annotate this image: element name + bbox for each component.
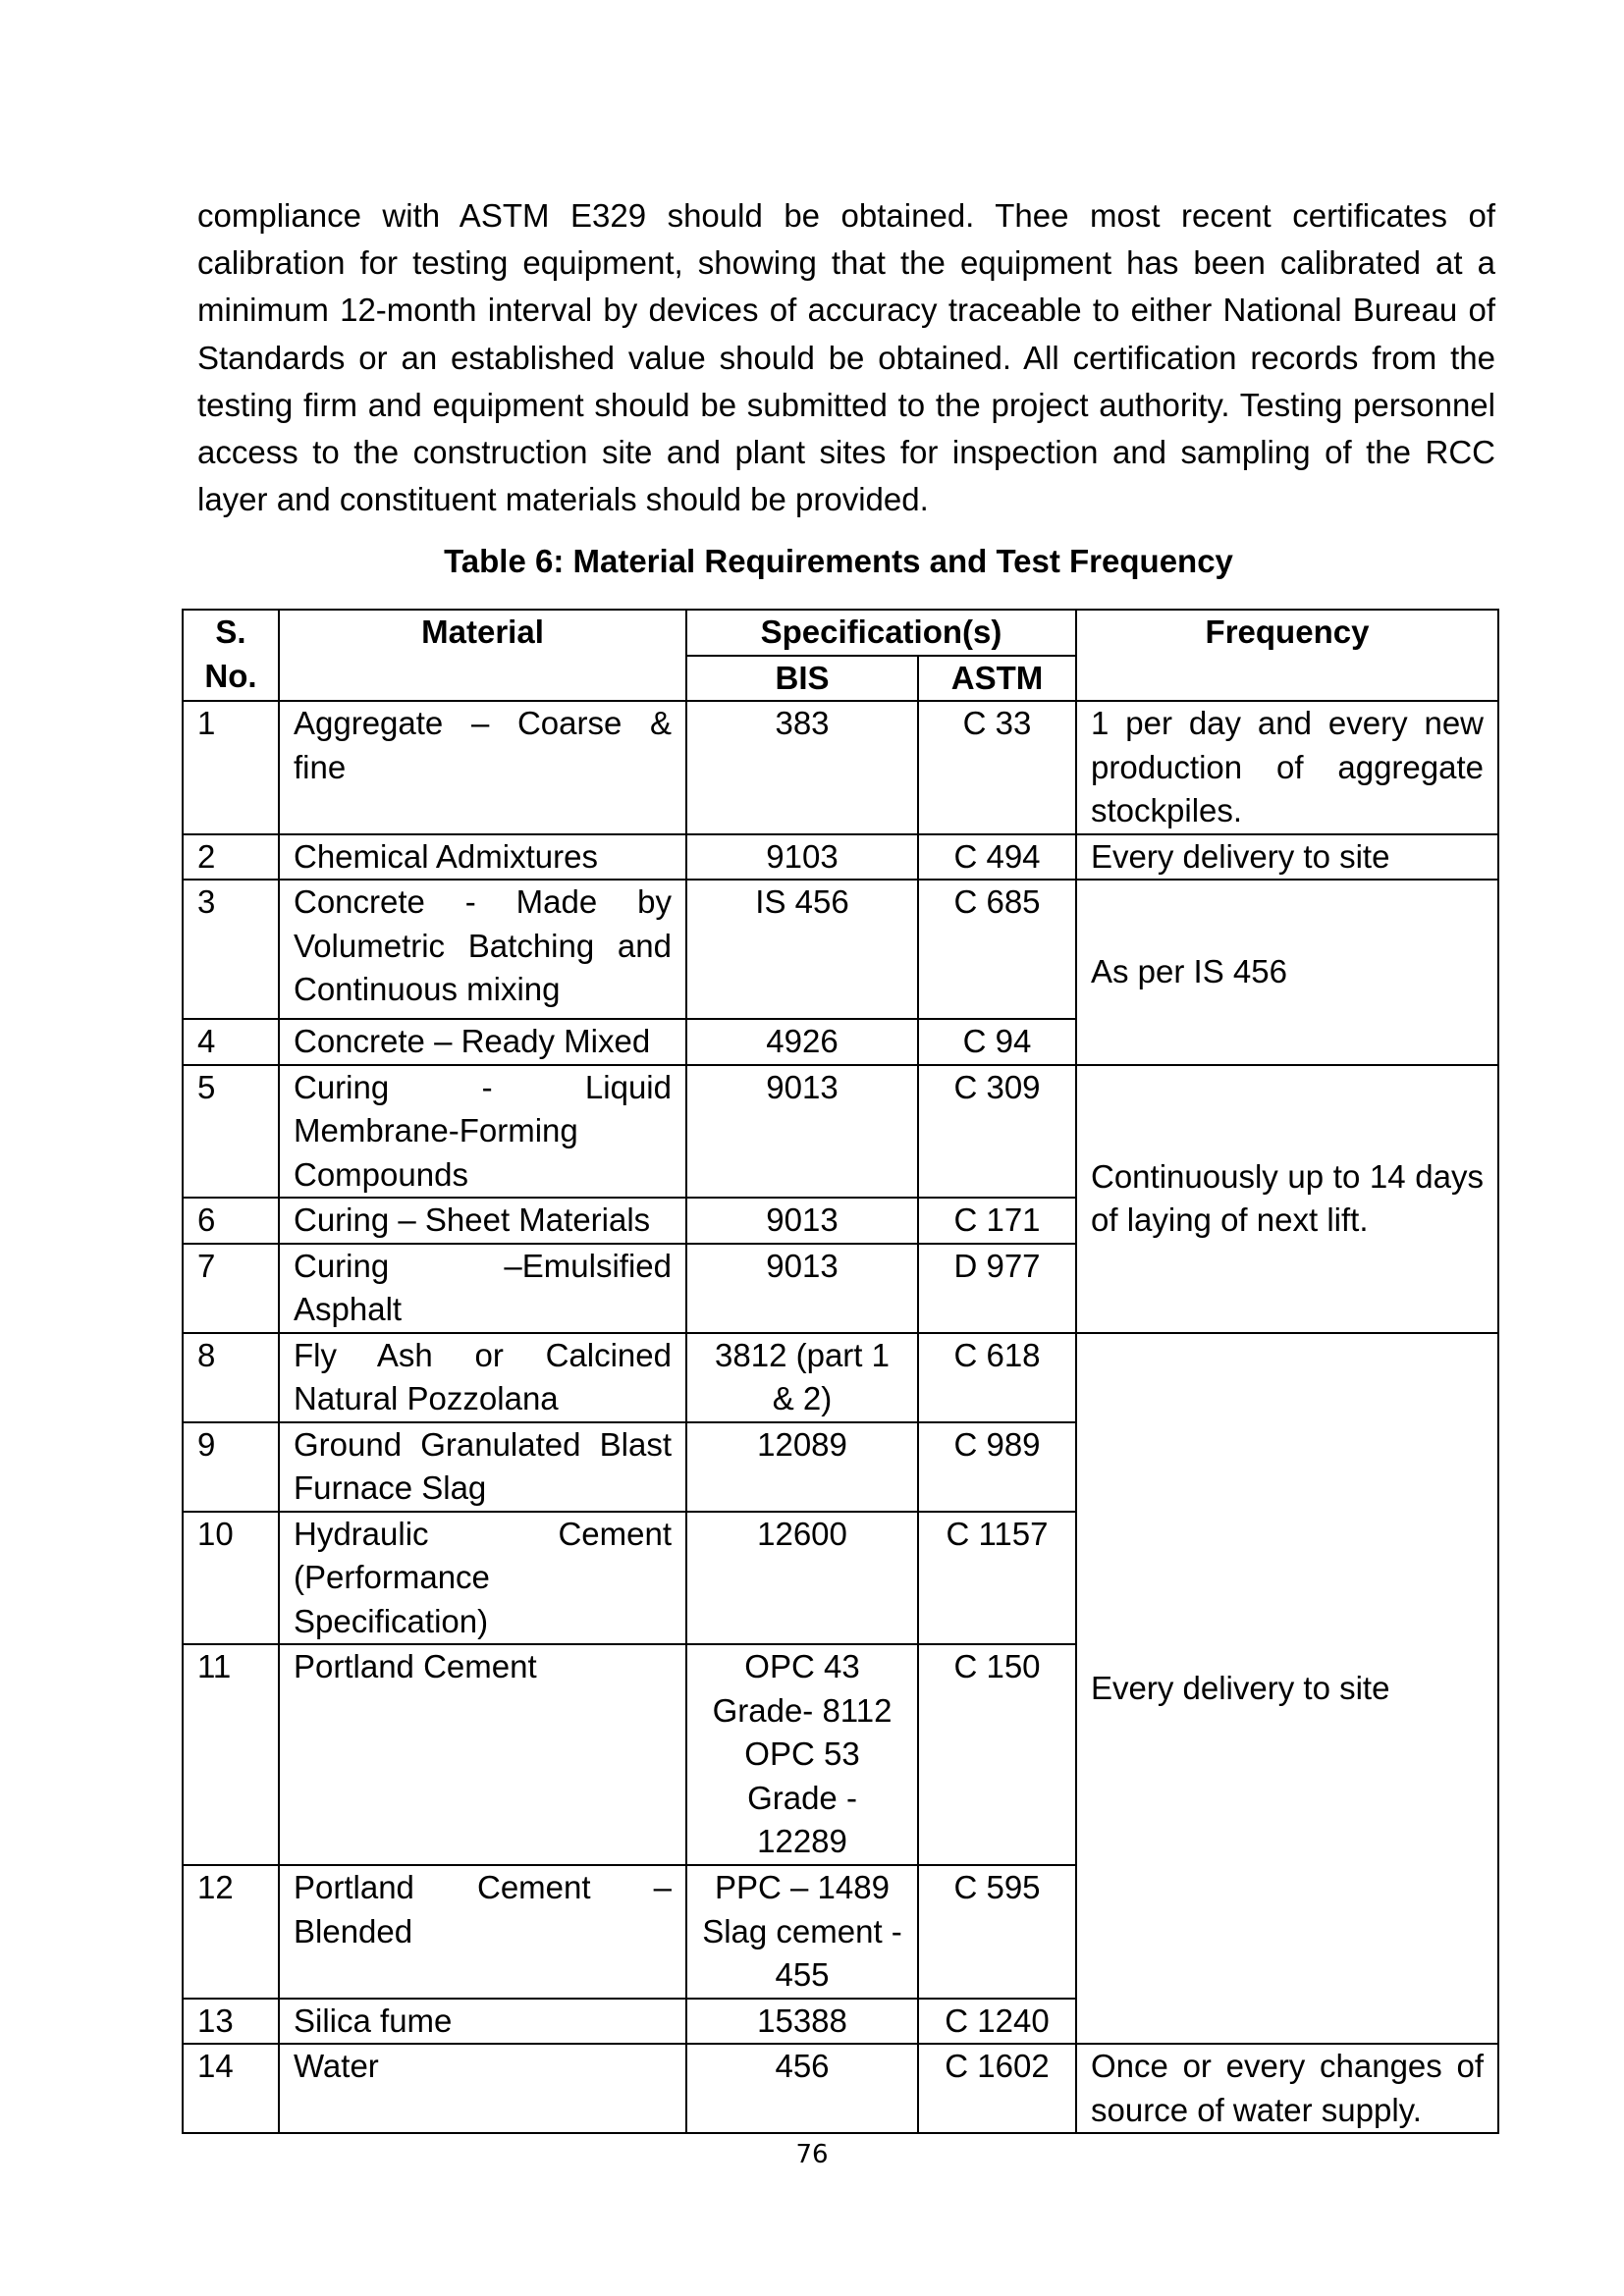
cell-frequency-merged: Continuously up to 14 days of laying of next lift.: [1076, 1065, 1498, 1333]
cell-frequency: Once or every changes of source of water supply.: [1076, 2044, 1498, 2133]
cell-bis: 383: [686, 701, 918, 834]
cell-sno: 14: [183, 2044, 279, 2133]
cell-astm: C 494: [918, 834, 1076, 881]
cell-material: Portland Cement – Blended: [279, 1865, 686, 1999]
cell-sno: 11: [183, 1644, 279, 1865]
cell-bis: 12089: [686, 1422, 918, 1512]
cell-sno: 2: [183, 834, 279, 881]
cell-astm: C 1157: [918, 1512, 1076, 1645]
header-specifications: Specification(s): [686, 610, 1076, 656]
cell-material: Curing - Liquid Membrane-Forming Compounds: [279, 1065, 686, 1199]
cell-material: Chemical Admixtures: [279, 834, 686, 881]
cell-bis: 456: [686, 2044, 918, 2133]
cell-bis: 3812 (part 1 & 2): [686, 1333, 918, 1422]
table-row: [183, 1065, 1498, 1199]
cell-sno: 13: [183, 1999, 279, 2045]
cell-bis: IS 456: [686, 880, 918, 1019]
cell-sno: 5: [183, 1065, 279, 1199]
cell-sno: 9: [183, 1422, 279, 1512]
cell-bis: 9013: [686, 1244, 918, 1333]
header-frequency: Frequency: [1076, 610, 1498, 701]
cell-sno: 3: [183, 880, 279, 1019]
cell-sno: 10: [183, 1512, 279, 1645]
cell-material: Concrete – Ready Mixed: [279, 1019, 686, 1065]
cell-material: Curing –Emulsified Asphalt: [279, 1244, 686, 1333]
cell-bis: OPC 43 Grade- 8112 OPC 53 Grade - 12289: [686, 1644, 918, 1865]
cell-astm: C 1240: [918, 1999, 1076, 2045]
cell-material: Curing – Sheet Materials: [279, 1198, 686, 1244]
cell-material: Hydraulic Cement (Performance Specification): [279, 1512, 686, 1645]
cell-bis: PPC – 1489 Slag cement - 455: [686, 1865, 918, 1999]
cell-sno: 8: [183, 1333, 279, 1422]
header-astm: ASTM: [918, 656, 1076, 702]
cell-bis: 12600: [686, 1512, 918, 1645]
cell-bis: 4926: [686, 1019, 918, 1065]
cell-frequency-merged: Every delivery to site: [1076, 1333, 1498, 2045]
cell-astm: C 618: [918, 1333, 1076, 1422]
cell-frequency-merged: As per IS 456: [1076, 880, 1498, 1065]
cell-material: Fly Ash or Calcined Natural Pozzolana: [279, 1333, 686, 1422]
cell-frequency: 1 per day and every new production of aggregate stockpiles.: [1076, 701, 1498, 834]
intro-paragraph: compliance with ASTM E329 should be obtained. Thee most recent certificates of calibration for testing equipment, showing that the equipment has been calibrated at a minimum 12-month interval by devices of accuracy traceable to either National Bureau of Standards or an established value should be obtained. All certification records from the testing firm and equipment should be submitted to the project authority. Testing personnel access to the construction site and plant sites for inspection and sampling of the RCC layer and constituent materials should be provided.: [197, 197, 1495, 518]
cell-astm: C 595: [918, 1865, 1076, 1999]
cell-material: Silica fume: [279, 1999, 686, 2045]
cell-astm: C 989: [918, 1422, 1076, 1512]
cell-material: Concrete - Made by Volumetric Batching and Continuous mixing: [279, 880, 686, 1019]
cell-astm: C 309: [918, 1065, 1076, 1199]
table-row: [183, 834, 1498, 881]
cell-bis: 9013: [686, 1065, 918, 1199]
table-row: [183, 2044, 1498, 2133]
header-sno: S. No.: [183, 610, 279, 701]
cell-sno: 4: [183, 1019, 279, 1065]
cell-sno: 6: [183, 1198, 279, 1244]
header-material: Material: [279, 610, 686, 701]
cell-sno: 7: [183, 1244, 279, 1333]
cell-sno: 12: [183, 1865, 279, 1999]
cell-bis: 15388: [686, 1999, 918, 2045]
cell-sno: 1: [183, 701, 279, 834]
page-number: 76: [795, 2140, 829, 2169]
cell-material: Water: [279, 2044, 686, 2133]
cell-astm: C 685: [918, 880, 1076, 1019]
cell-astm: C 1602: [918, 2044, 1076, 2133]
table-row: [183, 1333, 1498, 1422]
material-requirements-table: [182, 609, 1499, 2134]
cell-astm: C 171: [918, 1198, 1076, 1244]
cell-astm: C 94: [918, 1019, 1076, 1065]
cell-astm: D 977: [918, 1244, 1076, 1333]
cell-astm: C 33: [918, 701, 1076, 834]
cell-material: Ground Granulated Blast Furnace Slag: [279, 1422, 686, 1512]
table-row: [183, 701, 1498, 834]
cell-frequency: Every delivery to site: [1076, 834, 1498, 881]
header-bis: BIS: [686, 656, 918, 702]
cell-bis: 9103: [686, 834, 918, 881]
table-caption: Table 6: Material Requirements and Test Frequency: [444, 543, 1233, 579]
cell-material: Portland Cement: [279, 1644, 686, 1865]
table-row: [183, 880, 1498, 1019]
cell-bis: 9013: [686, 1198, 918, 1244]
table-header-row: [183, 610, 1498, 656]
cell-material: Aggregate – Coarse & fine: [279, 701, 686, 834]
cell-astm: C 150: [918, 1644, 1076, 1865]
